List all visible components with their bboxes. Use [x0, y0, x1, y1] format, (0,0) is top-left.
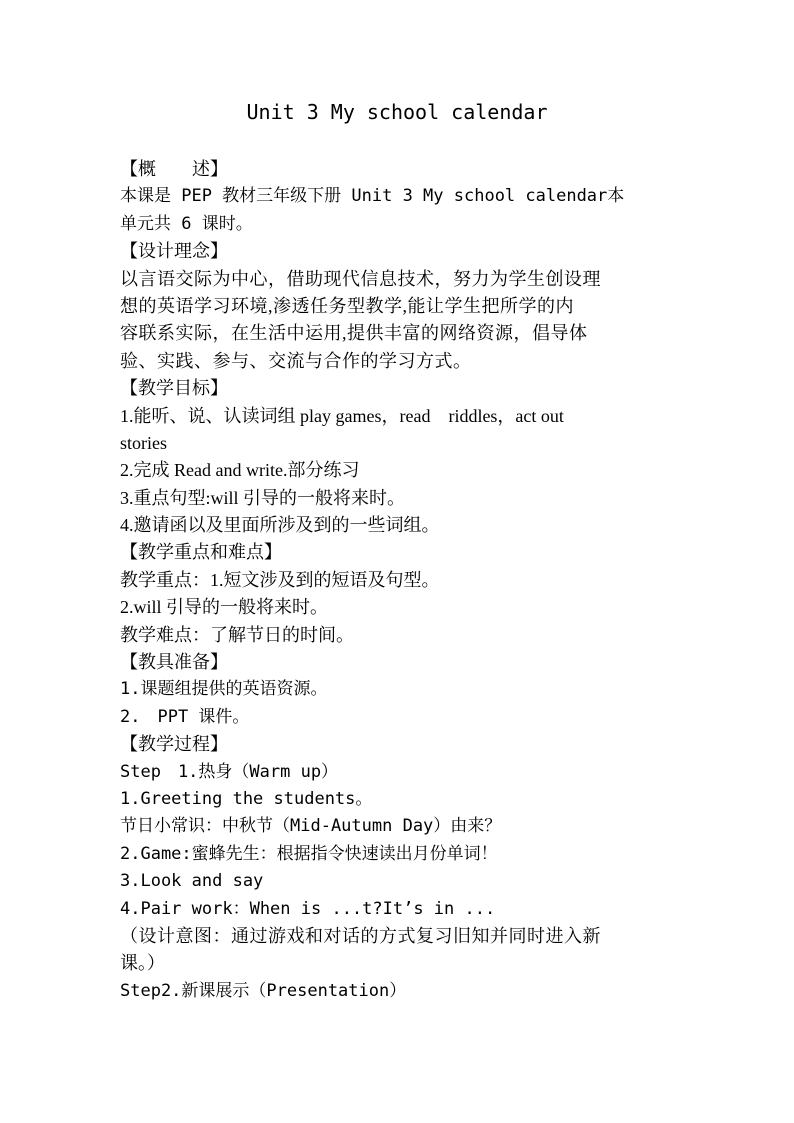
process-line-greeting: 1.Greeting the students。: [120, 788, 373, 809]
difficulty-line: 教学难点：了解节日的时间。: [120, 624, 354, 645]
objective-line-1: 1.能听、说、认读词组 play games，read riddles，act out: [120, 405, 564, 426]
objective-line-3: 3.重点句型:will 引导的一般将来时。: [120, 487, 406, 508]
section-heading-key-points: 【教学重点和难点】: [120, 542, 282, 563]
design-intent-line-1: （设计意图：通过游戏和对话的方式复习旧知并同时进入新: [120, 925, 601, 946]
overview-line-1: 本课是 PEP 教材三年级下册 Unit 3 My school calendar本: [120, 186, 625, 207]
process-step-2: Step2.新课展示（Presentation）: [120, 980, 407, 1001]
section-heading-materials: 【教具准备】: [120, 652, 228, 673]
overview-line-2: 单元共 6 课时。: [120, 213, 253, 234]
process-line-game: 2.Game:蜜蜂先生：根据指令快速读出月份单词！: [120, 843, 498, 864]
objective-line-2: 2.完成 Read and write.部分练习: [120, 460, 360, 481]
section-heading-process: 【教学过程】: [120, 734, 228, 755]
section-heading-design-concept: 【设计理念】: [120, 241, 228, 262]
key-point-line-2: 2.will 引导的一般将来时。: [120, 597, 329, 618]
design-concept-line-1: 以言语交际为中心，借助现代信息技术，努力为学生创设理: [120, 268, 601, 289]
document-title: Unit 3 My school calendar: [246, 100, 548, 124]
design-intent-line-2: 课。）: [120, 953, 165, 974]
materials-line-2: 2. PPT 课件。: [120, 706, 250, 727]
section-heading-objectives: 【教学目标】: [120, 378, 228, 399]
design-concept-line-2: 想的英语学习环境,渗透任务型教学,能让学生把所学的内: [120, 295, 574, 316]
objective-line-4: 4.邀请函以及里面所涉及到的一些词组。: [120, 515, 440, 536]
design-concept-line-3: 容联系实际，在生活中运用,提供丰富的网络资源，倡导体: [120, 323, 588, 344]
section-heading-overview: 【概 述】: [120, 159, 228, 179]
key-point-line-1: 教学重点：1.短文涉及到的短语及句型。: [120, 569, 440, 590]
design-concept-line-4: 验、实践、参与、交流与合作的学习方式。: [120, 350, 472, 371]
document-body: [120, 156, 680, 1005]
objective-line-1-cont: stories: [120, 432, 167, 453]
process-line-pair-work: 4.Pair work：When is ...t?It’s in ...: [120, 898, 496, 919]
process-step-1: Step 1.热身（Warm up）: [120, 761, 339, 782]
process-line-look-say: 3.Look and say: [120, 871, 264, 892]
materials-line-1: 1.课题组提供的英语资源。: [120, 679, 328, 700]
process-line-festival: 节日小常识：中秋节（Mid-Autumn Day）由来？: [120, 816, 502, 837]
